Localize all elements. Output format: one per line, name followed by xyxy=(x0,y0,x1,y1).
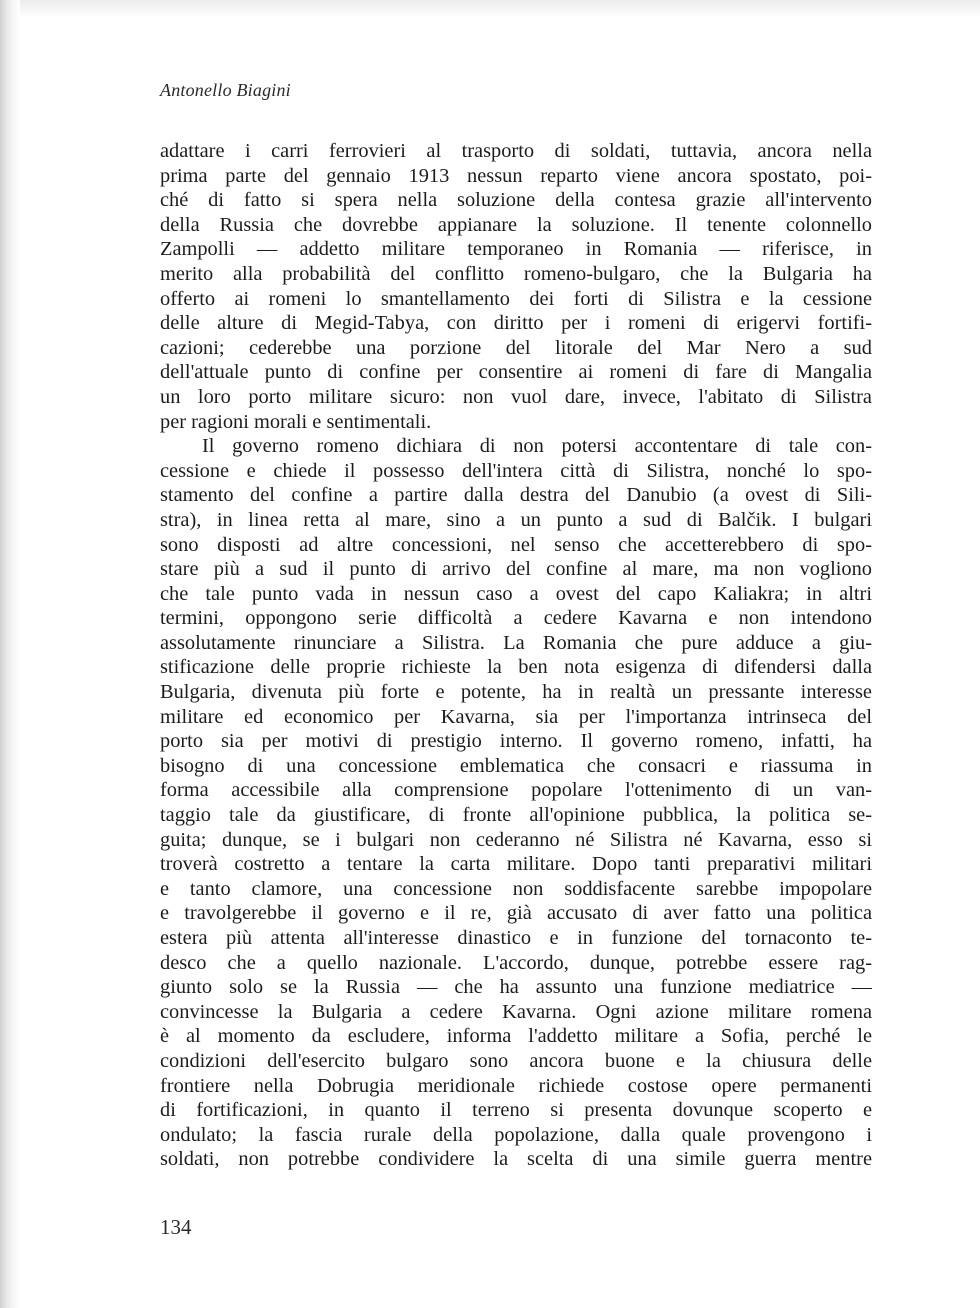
text-line: stra), in linea retta al mare, sino a un punto a sud di Balčik. I bulgari xyxy=(160,508,872,531)
text-line: frontiere nella Dobrugia meridionale richiede costose opere permanenti xyxy=(160,1074,872,1097)
text-line: della Russia che dovrebbe appianare la soluzione. Il tenente colonnello xyxy=(160,213,872,236)
paragraph-2 xyxy=(160,434,872,1172)
text-line: e travolgerebbe il governo e il re, già accusato di aver fatto una politica xyxy=(160,902,872,925)
text-line: Bulgaria, divenuta più forte e potente, ha in realtà un pressante interesse xyxy=(160,681,872,704)
text-line: è al momento da escludere, informa l'addetto militare a Sofia, perché le xyxy=(160,1025,872,1048)
text-line: dell'attuale punto di confine per consentire ai romeni di fare di Mangalia xyxy=(160,361,872,384)
text-line: forma accessibile alla comprensione popolare l'ottenimento di un van- xyxy=(160,779,872,802)
page-number: 134 xyxy=(160,1215,192,1239)
text-line: prima parte del gennaio 1913 nessun reparto viene ancora spostato, poi- xyxy=(160,164,872,187)
text-line: porto sia per motivi di prestigio interno. Il governo romeno, infatti, ha xyxy=(160,730,872,753)
running-head: Antonello Biagini xyxy=(160,80,291,100)
text-line: ondulato; la fascia rurale della popolazione, dalla quale provengono i xyxy=(160,1123,872,1146)
text-line: offerto ai romeni lo smantellamento dei forti di Silistra e la cessione xyxy=(160,287,872,310)
text-line: stamento del confine a partire dalla destra del Danubio (a ovest di Sili- xyxy=(160,484,872,507)
text-line: stificazione delle proprie richieste la ben nota esigenza di difendersi dalla xyxy=(160,656,872,679)
scan-shadow-top xyxy=(20,0,980,18)
text-line: militare ed economico per Kavarna, sia per l'importanza intrinseca del xyxy=(160,705,872,728)
text-line: bisogno di una concessione emblematica che consacri e riassuma in xyxy=(160,754,872,777)
text-line: merito alla probabilità del conflitto romeno-bulgaro, che la Bulgaria ha xyxy=(160,262,872,285)
scan-shadow-edge xyxy=(0,0,20,1308)
text-line: per ragioni morali e sentimentali. xyxy=(160,410,432,433)
text-line: taggio tale da giustificare, di fronte all'opinione pubblica, la politica se- xyxy=(160,804,872,827)
text-line: stare più a sud il punto di arrivo del confine al mare, ma non vogliono xyxy=(160,558,872,581)
text-line: sono disposti ad altre concessioni, nel senso che accetterebbero di spo- xyxy=(160,533,872,556)
text-line: troverà costretto a tentare la carta militare. Dopo tanti preparativi militari xyxy=(160,853,872,876)
text-line: convincesse la Bulgaria a cedere Kavarna. Ogni azione militare romena xyxy=(160,1000,872,1023)
text-line: adattare i carri ferrovieri al trasporto di soldati, tuttavia, ancora nella xyxy=(160,140,872,162)
text-line: Il governo romeno dichiara di non potersi accontentare di tale con- xyxy=(202,435,872,458)
text-line: soldati, non potrebbe condividere la scelta di una simile guerra mentre xyxy=(160,1148,872,1171)
text-line: condizioni dell'esercito bulgaro sono ancora buone e la chiusura delle xyxy=(160,1049,872,1072)
text-line: guita; dunque, se i bulgari non cederanno né Silistra né Kavarna, esso si xyxy=(160,828,872,851)
paragraph-1 xyxy=(160,139,872,434)
text-line: un loro porto militare sicuro: non vuol dare, invece, l'abitato di Silistra xyxy=(160,385,872,408)
text-line: desco che a quello nazionale. L'accordo, dunque, potrebbe essere rag- xyxy=(160,951,872,974)
text-line: delle alture di Megid-Tabya, con diritto per i romeni di erigervi fortifi- xyxy=(160,312,872,335)
text-line: ché di fatto si spera nella soluzione della contesa grazie all'intervento xyxy=(160,189,872,212)
text-line: estera più attenta all'interesse dinastico e in funzione del tornaconto te- xyxy=(160,927,872,949)
text-line: giunto solo se la Russia — che ha assunto una funzione mediatrice — xyxy=(160,976,872,999)
text-line: e tanto clamore, una concessione non soddisfacente sarebbe impopolare xyxy=(160,877,872,900)
text-line: Zampolli — addetto militare temporaneo in Romania — riferisce, in xyxy=(160,238,872,261)
body-text xyxy=(160,139,872,1172)
text-line: di fortificazioni, in quanto il terreno si presenta dovunque scoperto e xyxy=(160,1099,872,1122)
text-line: cessione e chiede il possesso dell'intera città di Silistra, nonché lo spo- xyxy=(160,459,872,482)
text-line: cazioni; cederebbe una porzione del litorale del Mar Nero a sud xyxy=(160,336,872,359)
text-line: termini, oppongono serie difficoltà a cedere Kavarna e non intendono xyxy=(160,607,872,630)
text-line: che tale punto vada in nessun caso a ovest del capo Kaliakra; in altri xyxy=(160,582,872,605)
text-line: assolutamente rinunciare a Silistra. La Romania che pure adduce a giu- xyxy=(160,631,872,654)
